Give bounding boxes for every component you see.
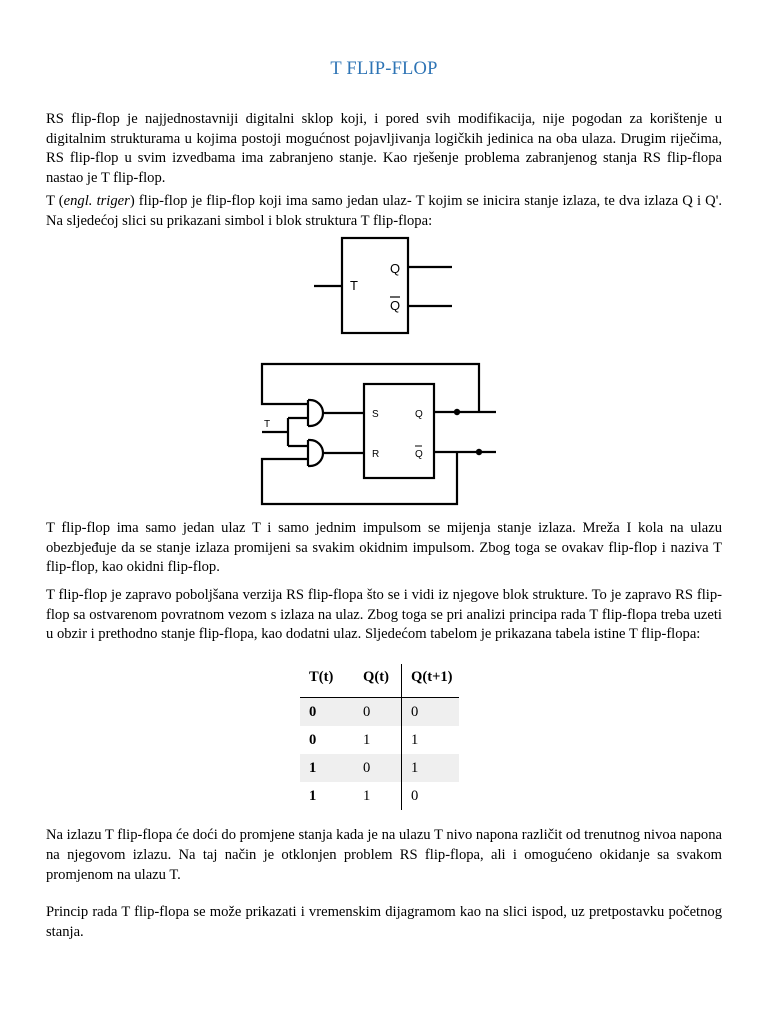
paragraph-description: T flip-flop ima samo jedan ulaz T i samo jednim impulsom se mijenja stanje izlaza. Mreža I kola na ulazu obezbjeđuje da se stanje izlaza promijeni sa svakim okidnim impulsom. Zbog toga se ovakav flip-flop i naziva T flip-flop, kao okidni flip-flop. [46,520,722,575]
and-gate-bottom [308,440,323,466]
paragraph-definition-start: T ( [46,193,64,209]
table-row [300,782,459,810]
junction-q-dot [454,409,460,415]
header-qt1: Q(t+1) [402,664,460,698]
paragraph-definition-italic: engl. triger [63,193,130,209]
table-row [300,698,459,727]
paragraph-conclusion: Na izlazu T flip-flopa će doći do promjene stanja kada je na ulazu T nivo napona različit od trenutnog nivoa napona na njegovom izlazu. Na taj način je otklonjen problem RS flip-flopa, ali i omogućeno okidanje sa svakom promjenom na ulazu T. [46,827,722,883]
cell-t: 0 [300,698,354,727]
paragraph-analysis: T flip-flop je zapravo poboljšana verzija RS flip-flopa što se i vidi iz njegove blok strukture. To je zapravo RS flip-flop sa ostvarenom povratnom vezom s izlaza na ulaz. Zbog toga se pri analizi principa rada T flip-flopa treba uzeti u obzir i prethodno stanje flip-flopa, kao dodatni ulaz. Sljedećom tabelom je prikazana tabela istine T flip-flopa: [46,587,722,642]
cell-t: 0 [309,731,317,748]
paragraph-timing: Princip rada T flip-flopa se može prikazati i vremenskim dijagramom kao na slici ispod, uz pretpostavku početnog stanja. [46,904,722,940]
circuit-r-label: R [372,449,380,460]
symbol-t-label: T [350,278,358,293]
circuit-s-label: S [372,409,379,420]
cell-t: 1 [300,754,354,782]
cell-qt1: 1 [402,726,460,754]
cell-t: 1 [309,787,317,804]
header-qt: Q(t) [354,664,402,698]
t-flipflop-symbol [310,236,460,336]
junction-qbar-dot [476,449,482,455]
cell-qt: 1 [363,731,371,748]
symbol-q-label: Q [390,261,401,276]
paragraph-definition-end: ) flip-flop je flip-flop koji ima samo jedan ulaz- T kojim se inicira stanje izlaza, te dva izlaza Q i Q'. Na sljedećoj slici su prikazani simbol i blok struktura T flip-flopa: [46,193,722,229]
circuit-q-label: Q [415,409,423,420]
table-row [300,726,459,754]
circuit-t-label: T [264,419,271,430]
cell-qt: 0 [354,754,402,782]
symbol-qbar-label: Q [390,298,401,313]
cell-qt1: 0 [402,698,460,727]
sr-flipflop-box [364,384,434,478]
feedback-q-line [262,364,479,412]
cell-qt: 1 [363,787,371,804]
cell-qt: 0 [354,698,402,727]
table-row [300,754,459,782]
truth-table [300,664,459,810]
header-t: T(t) [300,664,354,698]
circuit-qbar-label: Q [415,449,423,460]
and-gate-top [308,400,323,426]
page-title: T FLIP-FLOP [330,59,438,79]
t-flipflop-circuit [258,358,503,510]
cell-qt1: 0 [402,782,460,810]
paragraph-definition [46,192,722,231]
cell-qt1: 1 [402,754,460,782]
truth-table-header [300,664,459,698]
paragraph-intro: RS flip-flop je najjednostavniji digitalni sklop koji, i pored svih modifikacija, nije pogodan za korištenje u digitalnim strukturama u kojima postoji mogućnost pojavljivanja logičkih jedinica na oba ulaza. Drugim riječima, RS flip-flop u svim izvedbama ima zabranjeno stanje. Kao rješenje problema zabranjenog stanja RS flip-flopa nastao je T flip-flop. [46,111,722,186]
